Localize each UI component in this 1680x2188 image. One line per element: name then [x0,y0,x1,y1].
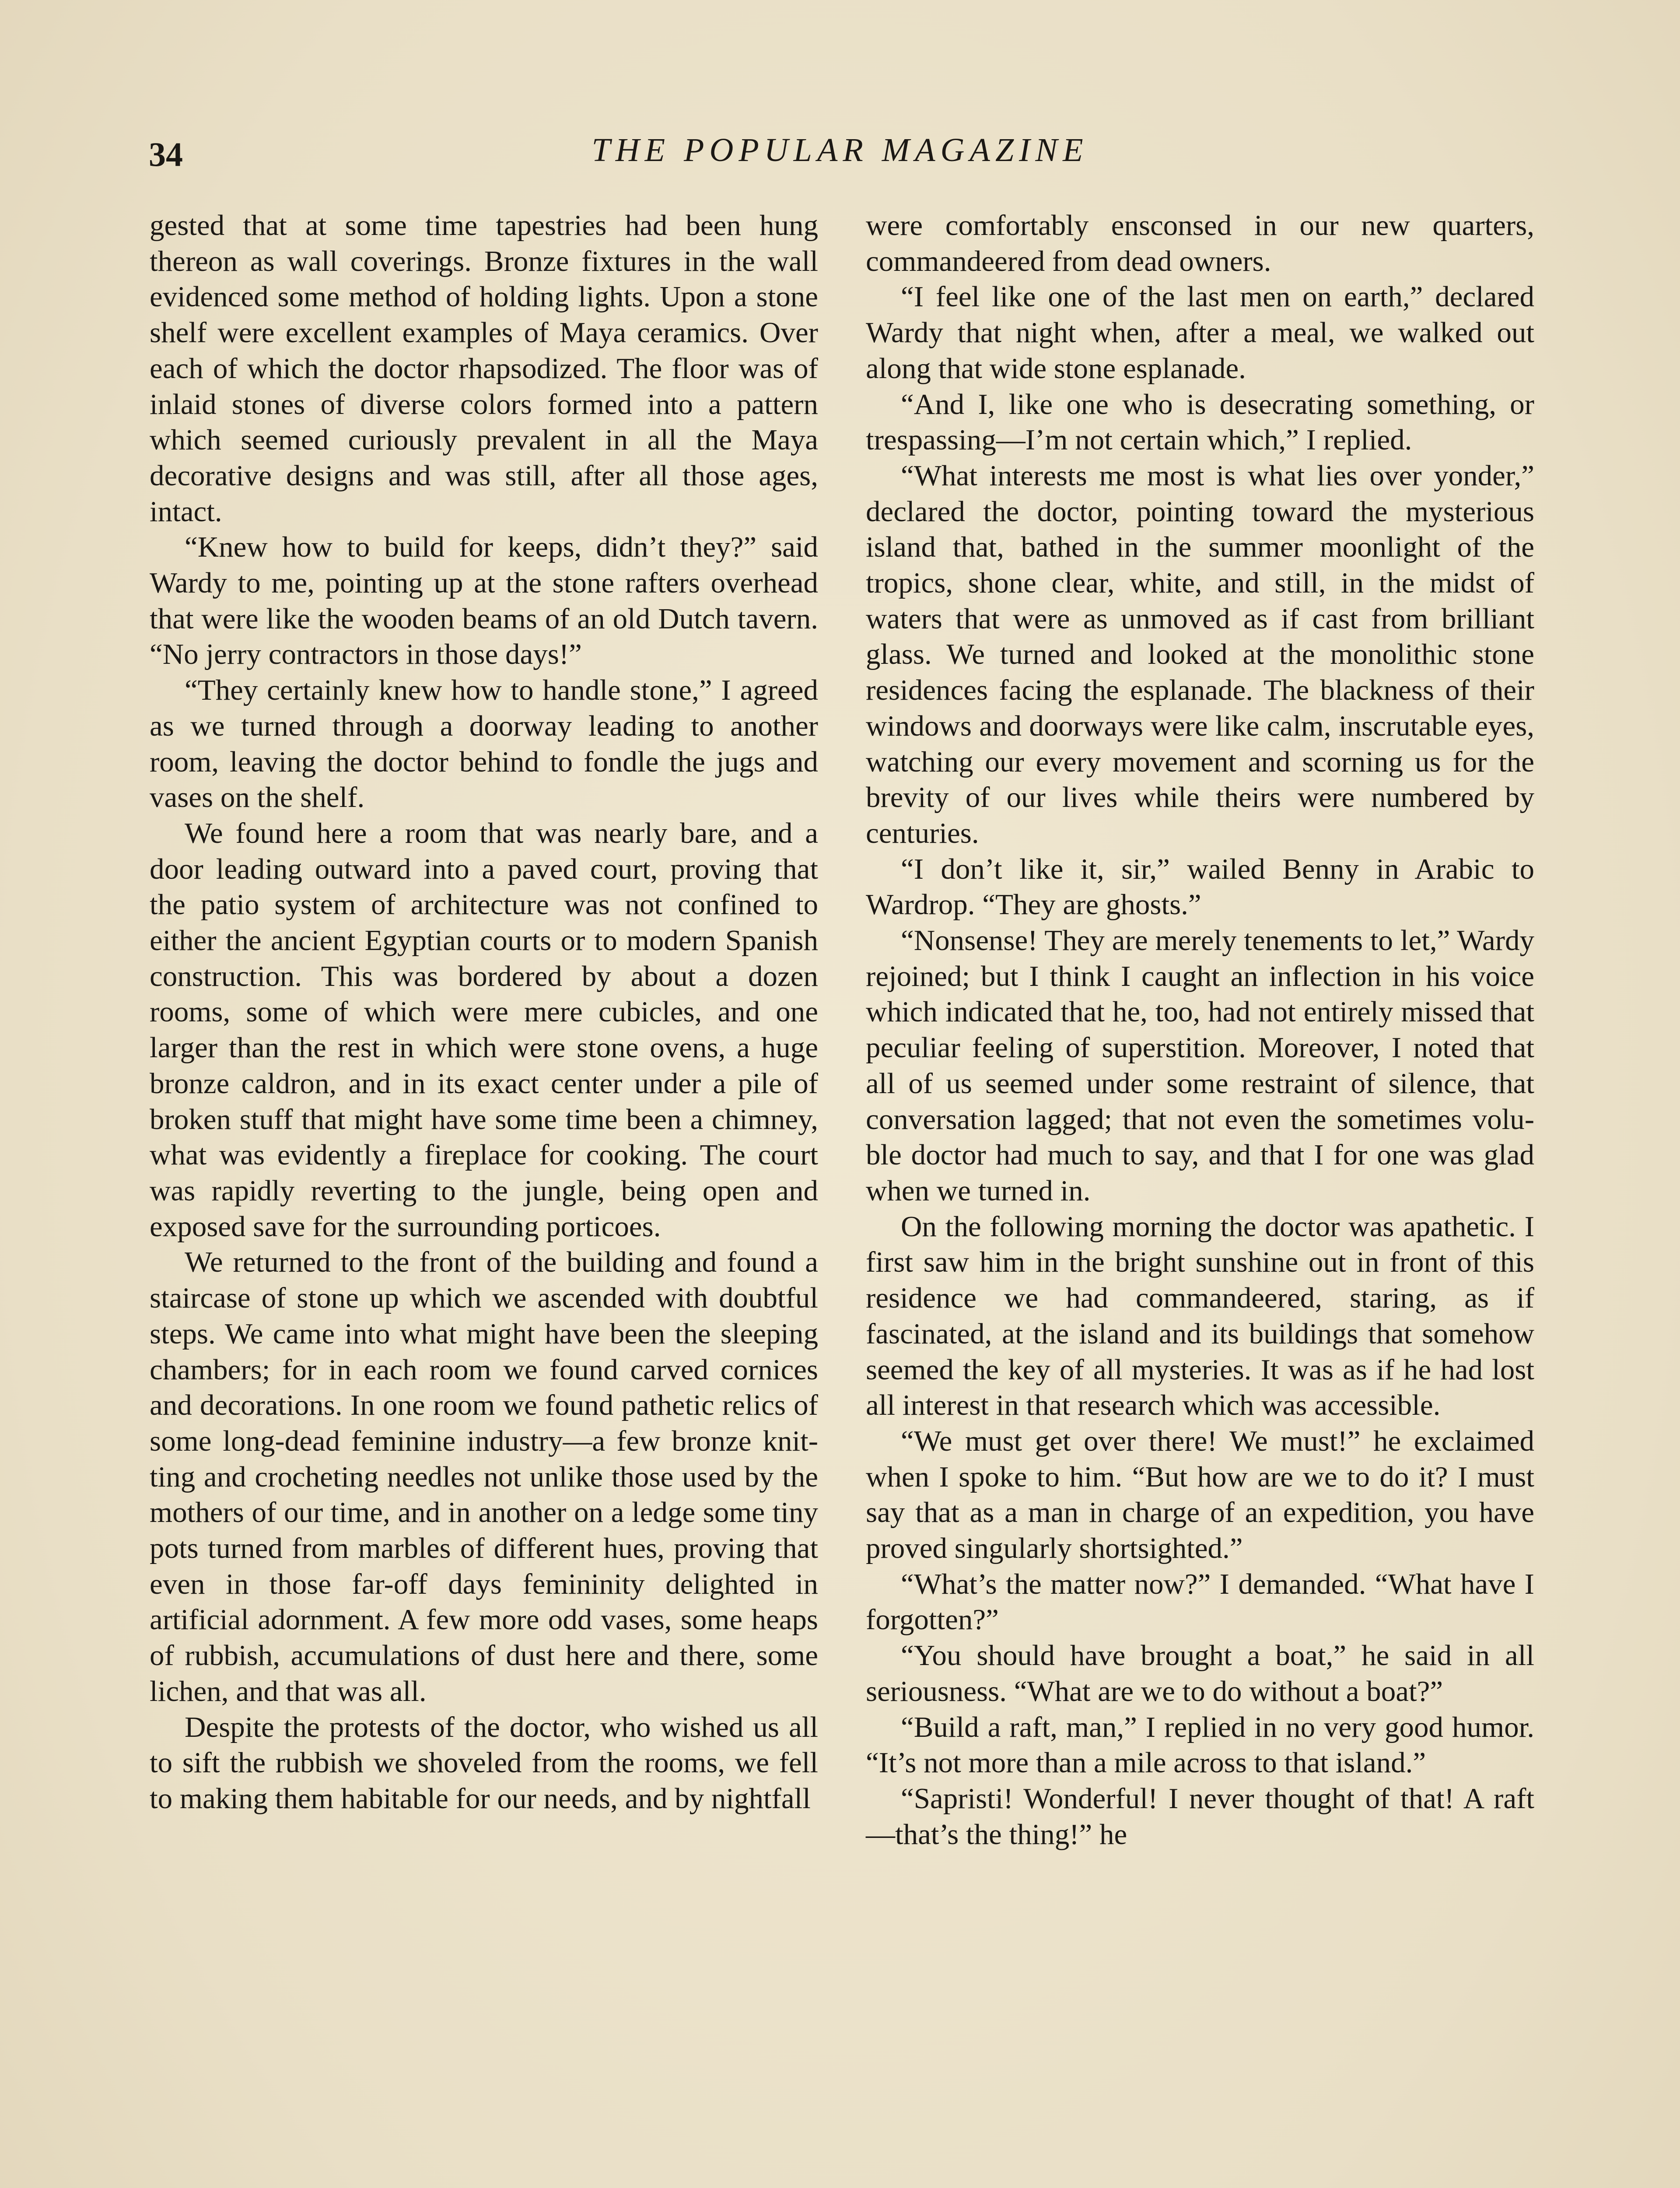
paragraph: We found here a room that was nearly bare, and a door leading outward into a paved court, proving that the patio system of architecture was not confined to either the ancient Egyptian courts or to modern Spanish construction. This was bordered by about a dozen rooms, some of which were mere cubicles, and one larger than the rest in which were stone ovens, a huge bronze caldron, and in its exact center under a pile of broken stuff that might have some time been a chimney, what was evidently a fireplace for cooking. The court was rapidly reverting to the jungle, being open and exposed save for the surrounding porticoes. [150,817,818,1243]
paragraph: “We must get over there! We must!” he exclaimed when I spoke to him. “But how are we to do it? I must say that as a man in charge of an expedition, you have proved singularly shortsighted.” [866,1424,1534,1565]
page-header [149,131,1531,179]
running-title: THE POPULAR MAGAZINE [592,132,1088,168]
paragraph: We returned to the front of the building and found a staircase of stone up which we ascended with doubtful steps. We came into what might have been the sleeping chambers; for in each room we found carved cornices and decorations. In one room we found pathetic relics of some long-dead feminine industry—a few bronze knitting and crocheting needles not unlike those used by the mothers of our time, and in another on a ledge some tiny pots turned from marbles of different hues, proving that even in those far-off days femininity delighted in artificial adornment. A few more odd vases, some heaps of rubbish, accumulations of dust here and there, some lichen, and that was all. [150,1246,818,1708]
paragraph: “Knew how to build for keeps, didn’t they?” said Wardy to me, pointing up at the stone rafters overhead that were like the wooden beams of an old Dutch tavern. “No jerry contractors in those days!” [150,531,818,671]
paragraph: “I feel like one of the last men on earth,” declared Wardy that night when, after a meal, we walked out along that wide stone esplanade. [866,281,1534,385]
paragraph: “Build a raft, man,” I replied in no very good humor. “It’s not more than a mile across to that island.” [866,1711,1534,1779]
paragraph: “And I, like one who is desecrating something, or trespassing—I’m not certain which,” I replied. [866,388,1534,456]
left-column [150,208,818,1852]
paragraph: gested that at some time tapestries had been hung thereon as wall coverings. Bronze fixtures in the wall evidenced some method of holding lights. Upon a stone shelf were excellent examples of Maya ceramics. Over each of which the doctor rhapsodized. The floor was of inlaid stones of diverse colors formed into a pattern which seemed curiously prevalent in all the Maya decorative designs and was still, after all those ages, intact. [150,209,818,528]
paragraph: “They certainly knew how to handle stone,” I agreed as we turned through a doorway leading to another room, leaving the doctor behind to fondle the jugs and vases on the shelf. [150,674,818,814]
right-column [866,208,1534,1852]
paragraph: “You should have brought a boat,” he said in all seriousness. “What are we to do without a boat?” [866,1639,1534,1708]
paragraph: On the following morning the doctor was apathetic. I first saw him in the bright sunshine out in front of this residence we had commandeered, staring, as if fascinated, at the island and its buildings that somehow seemed the key of all mysteries. It was as if he had lost all interest in that research which was accessible. [866,1210,1534,1422]
paragraph: “I don’t like it, sir,” wailed Benny in Arabic to Wardrop. “They are ghosts.” [866,852,1534,921]
paragraph: Despite the protests of the doctor, who wished us all to sift the rubbish we shoveled from the rooms, we fell to making them habitable for our needs, and by nightfall [150,1711,818,1815]
paragraph: were comfortably ensconsed in our new quarters, commandeered from dead owners. [866,209,1534,277]
paragraph: “Sapristi! Wonderful! I never thought of that! A raft—that’s the thing!” he [866,1782,1534,1851]
paragraph: “What interests me most is what lies over yonder,” declared the doctor, pointing toward the mysterious island that, bathed in the summer moonlight of the tropics, shone clear, white, and still, in the midst of waters that were as unmoved as if cast from brilliant glass. We turned and looked at the monolithic stone residences facing the esplanade. The blackness of their windows and doorways were like calm, inscrutable eyes, watching our every movement and scorning us for the brevity of our lives while theirs were numbered by centuries. [866,459,1534,849]
page-number: 34 [149,135,183,173]
text-columns [150,208,1534,1852]
paragraph: “What’s the matter now?” I demanded. “What have I forgotten?” [866,1567,1534,1636]
paragraph: “Nonsense! They are merely tenements to let,” Wardy rejoined; but I think I caught an inflection in his voice which indicated that he, too, had not entirely missed that peculiar feeling of superstition. Moreover, I noted that all of us seemed under some restraint of silence, that conversation lagged; that not even the sometimes voluble doctor had much to say, and that I for one was glad when we turned in. [866,924,1534,1207]
